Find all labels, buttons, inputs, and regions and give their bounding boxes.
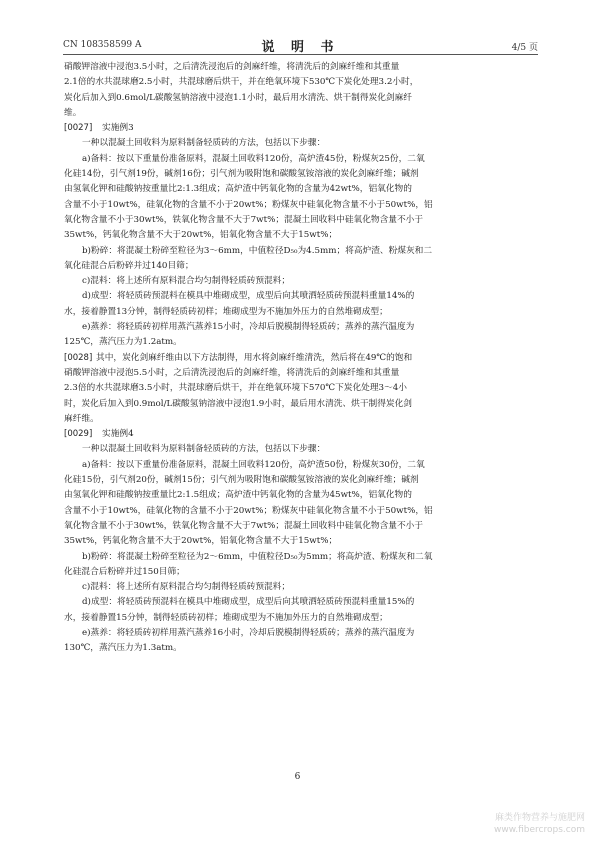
section-line: [64, 351, 534, 366]
body-line: 维。: [64, 107, 82, 118]
body-line: a)备料：按以下重量份准备原料，混凝土回收料120份，高炉渣50份，粉煤灰30份，二氧: [82, 459, 425, 470]
body-line: 含量不小于10wt%，硅氧化物的含量不小于20wt%；粉煤灰中硅氧化物含量不小于50wt%，铝: [64, 505, 433, 516]
watermark-title: 麻类作物营养与施肥网: [494, 813, 585, 823]
body-line: d)成型：将轻质砖预混料在模具中堆砌成型，成型后向其喷洒轻质砖预混料重量14%的: [82, 291, 415, 302]
body-line: b)粉碎：将混凝土粉碎至粒径为2～6mm，中值粒径D₅₀为5mm；将高炉渣、粉煤灰和二氧: [82, 551, 433, 562]
site-watermark: [450, 812, 585, 836]
body-line: 由氢氧化钾和硅酸钠按重量比2:1.3组成；高炉渣中钙氧化物的含量为42wt%，铝氧化物的: [64, 184, 412, 195]
body-line: 氧化物含量不小于30wt%，铁氧化物含量不大于7wt%；混凝土回收料中硅氧化物含量不小于: [64, 520, 424, 531]
watermark-url: www.fibercrops.com: [494, 825, 585, 835]
body-line: 化硅15份，引气剂20份，碱剂15份；引气剂为吸附饱和碳酸氢铵溶液的炭化剑麻纤维；碱剂: [64, 475, 419, 486]
body-line: 硝酸钾溶液中浸泡3.5小时，之后清洗浸泡后的剑麻纤维，将清洗后的剑麻纤维和其重量: [64, 62, 400, 72]
body-line: 炭化后加入到0.6mol/L碳酸氢钠溶液中浸泡1.1小时，最后用水清洗、烘干制得炭化剑麻纤: [64, 92, 412, 103]
body-line: 35wt%，钙氧化物含量不大于20wt%，铝氧化物含量不大于15wt%；: [64, 230, 338, 241]
body-line: 一种以混凝土回收料为原料制备轻质砖的方法，包括以下步骤：: [82, 444, 326, 455]
body-line: 含量不小于10wt%，硅氧化物的含量不小于20wt%；粉煤灰中硅氧化物含量不小于50wt%，铝: [64, 199, 433, 210]
paragraph-number: [0029]: [64, 429, 93, 440]
page-header: [63, 36, 538, 55]
section-line: [64, 427, 534, 442]
page-number: 6: [294, 772, 301, 782]
paragraph-text: 其中，炭化剑麻纤维由以下方法制得，用水将剑麻纤维清洗，然后将在49℃的饱和: [96, 352, 413, 363]
body-line: 氧化硅混合后粉碎并过140目筛；: [64, 260, 194, 271]
body-line: 氧化物含量不小于30wt%，铁氧化物含量不大于7wt%；混凝土回收料中硅氧化物含量不小于: [64, 214, 424, 225]
body-line: e)蒸养：将轻质砖初样用蒸汽蒸养16小时，冷却后脱模制得轻质砖；蒸养的蒸汽温度为: [82, 627, 415, 638]
section-line: [64, 121, 534, 136]
body-line: 时，炭化后加入到0.9mol/L碳酸氢钠溶液中浸泡1.9小时，最后用水清洗、烘干制得炭化剑: [64, 398, 412, 409]
body-line: 一种以混凝土回收料为原料制备轻质砖的方法，包括以下步骤：: [82, 138, 326, 149]
body-line: 2.3倍的水共混球磨3.5小时，共混球磨后烘干，并在绝氧环境下570℃下炭化处理3～4小: [64, 383, 407, 394]
body-line: 化硅14份，引气剂19份，碱剂16份；引气剂为吸附饱和碳酸氢铵溶液的炭化剑麻纤维；碱剂: [64, 169, 419, 180]
body-line: 35wt%，钙氧化物含量不大于20wt%，铝氧化物含量不大于15wt%；: [64, 536, 338, 547]
body-line: 2.1倍的水共混球磨2.5小时，共混球磨后烘干，并在绝氧环境下530℃下炭化处理3.2小时，: [64, 77, 419, 88]
patent-number: CN 108358599 A: [63, 40, 142, 50]
document-title: 说 明 书: [261, 40, 340, 55]
body-line: 130℃，蒸汽压力为1.3atm。: [64, 643, 182, 654]
body-line: d)成型：将轻质砖预混料在模具中堆砌成型，成型后向其喷洒轻质砖预混料重量15%的: [82, 597, 415, 608]
body-line: c)混料：将上述所有原料混合均匀制得轻质砖预混料；: [82, 276, 291, 287]
body-line: c)混料：将上述所有原料混合均匀制得轻质砖预混料；: [82, 582, 291, 593]
body-line: 水，接着静置15分钟，制得轻质砖初样；堆砌成型为不施加外压力的自然堆砌成型；: [64, 612, 388, 623]
body-line: b)粉碎：将混凝土粉碎至粒径为3～6mm，中值粒径D₅₀为4.5mm；将高炉渣、粉煤灰和二: [82, 245, 433, 256]
body-line: 化硅混合后粉碎并过150目筛；: [64, 566, 185, 577]
paragraph-number: [0027]: [64, 123, 93, 134]
body-line: 水，接着静置13分钟，制得轻质砖初样；堆砌成型为不施加外压力的自然堆砌成型；: [64, 306, 388, 317]
body-line: 由氢氧化钾和硅酸钠按重量比2:1.5组成；高炉渣中钙氧化物的含量为45wt%，铝氧化物的: [64, 490, 412, 501]
page-counter: 4/5 页: [511, 43, 538, 53]
paragraph-text: 实施例4: [102, 429, 134, 440]
document-body: [64, 60, 534, 657]
body-line: 125℃，蒸汽压力为1.2atm。: [64, 337, 182, 348]
body-line: 麻纤维。: [64, 413, 99, 424]
paragraph-number: [0028]: [64, 352, 93, 363]
body-line: a)备料：按以下重量份准备原料，混凝土回收料120份，高炉渣45份，粉煤灰25份，二氧: [82, 153, 425, 164]
body-line: e)蒸养：将轻质砖初样用蒸汽蒸养15小时，冷却后脱模制得轻质砖；蒸养的蒸汽温度为: [82, 322, 415, 333]
paragraph-text: 实施例3: [102, 123, 134, 134]
body-line: 硝酸钾溶液中浸泡5.5小时，之后清洗浸泡后的剑麻纤维，将清洗后的剑麻纤维和其重量: [64, 367, 400, 378]
